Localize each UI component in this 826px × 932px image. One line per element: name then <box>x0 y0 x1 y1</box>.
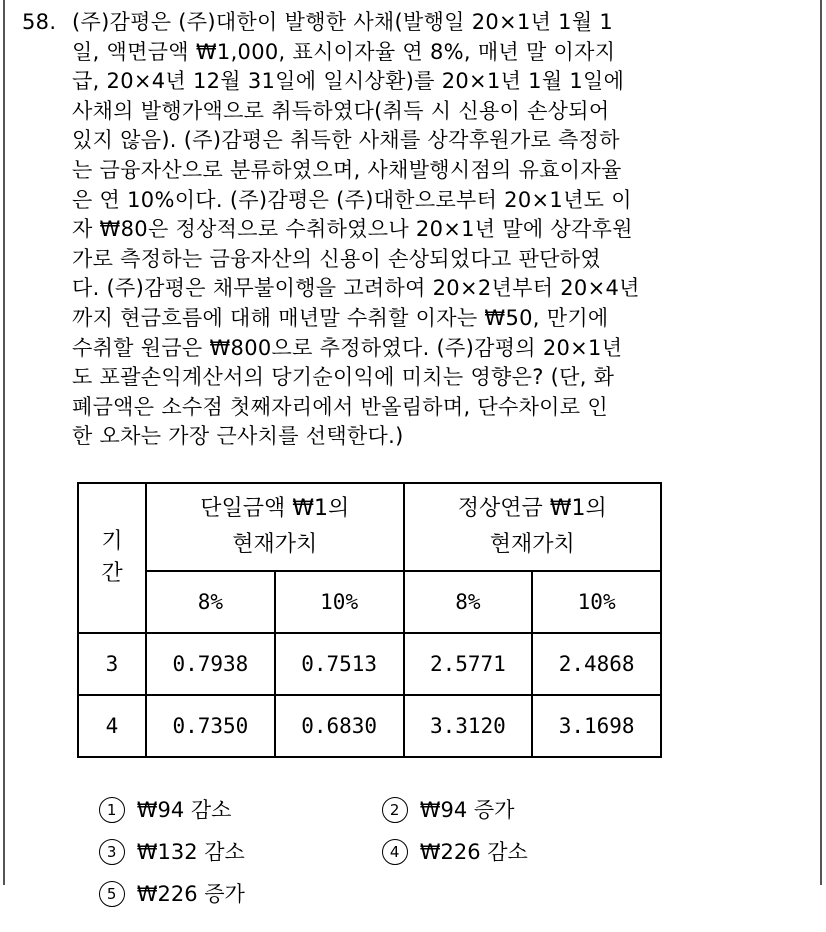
value-cell: 3.1698 <box>532 695 661 757</box>
value-cell: 2.5771 <box>404 633 533 695</box>
question-line-4: 사채의 발행가액으로 취득하였다(취득 시 신용이 손상되어 <box>72 98 610 123</box>
rate-header-annuity-8: 8% <box>404 571 533 633</box>
question-number: 58. <box>22 10 57 34</box>
rate-header-single-10: 10% <box>275 571 404 633</box>
option-marker: 3 <box>99 839 125 865</box>
value-cell: 0.6830 <box>275 695 404 757</box>
question-line-1: (주)감평은 (주)대한이 발행한 사채(발행일 20×1년 1월 1 <box>72 10 614 34</box>
question-line-9: 가로 측정하는 금융자산의 신용이 손상되었다고 판단하였 <box>72 246 601 271</box>
table-row <box>78 695 661 757</box>
option-text: ₩94 증가 <box>419 798 515 822</box>
annuity-header-line2: 현재가치 <box>489 532 575 557</box>
option-4[interactable] <box>355 812 528 890</box>
question-block <box>22 8 792 452</box>
option-text: ₩226 감소 <box>419 840 528 864</box>
option-marker: 5 <box>99 881 125 907</box>
single-sum-header <box>146 483 404 571</box>
annuity-header-line1: 정상연금 ₩1의 <box>457 496 607 521</box>
option-text: ₩226 증가 <box>136 882 245 906</box>
question-line-14: 폐금액은 소수점 첫째자리에서 반올림하며, 단수차이로 인 <box>72 394 608 419</box>
option-5[interactable] <box>72 854 245 932</box>
table-row <box>78 633 661 695</box>
value-cell: 2.4868 <box>532 633 661 695</box>
question-line-12: 수취할 원금은 ₩800으로 추정하였다. (주)감평의 20×1년 <box>72 335 623 360</box>
question-line-7: 은 연 10%이다. (주)감평은 (주)대한으로부터 20×1년도 이 <box>72 187 632 212</box>
question-line-2: 일, 액면금액 ₩1,000, 표시이자율 연 8%, 매년 말 이자지 <box>72 39 616 64</box>
single-sum-header-line2: 현재가치 <box>232 532 318 557</box>
period-cell: 3 <box>78 633 146 695</box>
period-header-text <box>79 526 145 590</box>
value-cell: 0.7350 <box>146 695 275 757</box>
question-line-6: 는 금융자산으로 분류하였으며, 사채발행시점의 유효이자율 <box>72 157 622 182</box>
period-header-char: 기 <box>101 529 123 554</box>
question-line-10: 다. (주)감평은 채무불이행을 고려하여 20×2년부터 20×4년 <box>72 276 640 301</box>
question-line-3: 급, 20×4년 12월 31일에 일시상환)를 20×1년 1월 1일에 <box>72 69 625 94</box>
option-text: ₩94 감소 <box>136 798 232 822</box>
option-marker: 4 <box>382 839 408 865</box>
value-cell: 0.7513 <box>275 633 404 695</box>
option-marker: 2 <box>382 797 408 823</box>
question-line-5: 있지 않음). (주)감평은 취득한 사채를 상각후원가로 측정하 <box>72 128 620 153</box>
annuity-header <box>404 483 662 571</box>
period-header-char: 간 <box>101 561 123 586</box>
period-header <box>78 483 146 633</box>
option-marker: 1 <box>99 797 125 823</box>
single-sum-header-line1: 단일금액 ₩1의 <box>200 496 350 521</box>
question-line-11: 까지 현금흐름에 대해 매년말 수취할 이자는 ₩50, 만기에 <box>72 305 609 330</box>
rate-header-annuity-10: 10% <box>532 571 661 633</box>
present-value-table <box>77 482 662 758</box>
question-line-8: 자 ₩80은 정상적으로 수취하였으나 20×1년 말에 상각후원 <box>72 217 633 242</box>
question-line-15: 한 오차는 가장 근사치를 선택한다.) <box>72 424 404 449</box>
value-cell: 3.3120 <box>404 695 533 757</box>
option-text: ₩132 감소 <box>136 840 245 864</box>
period-cell: 4 <box>78 695 146 757</box>
rate-header-single-8: 8% <box>146 571 275 633</box>
question-line-13: 도 포괄손익계산서의 당기순이익에 미치는 영향은? (단, 화 <box>72 365 615 390</box>
value-cell: 0.7938 <box>146 633 275 695</box>
